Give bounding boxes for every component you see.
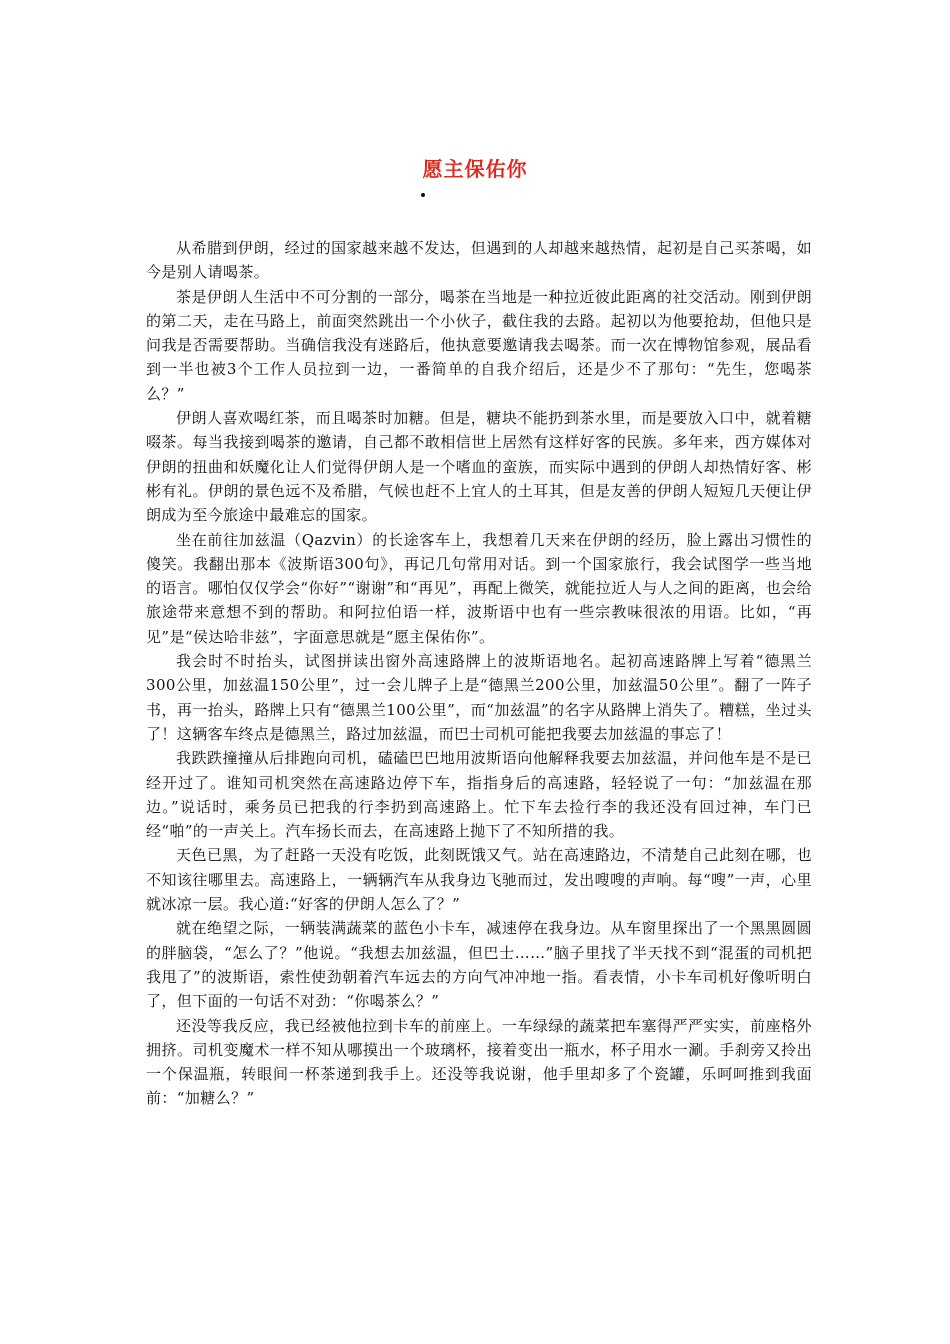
paragraph: 坐在前往加兹温（Qazvin）的长途客车上，我想着几天来在伊朗的经历，脸上露出习惯性的傻笑。我翻出那本《波斯语300句》，再记几句常用对话。到一个国家旅行，我会试图学一些当地的语言。哪怕仅仅学会“你好”“谢谢”和“再见”，再配上微笑，就能拉近人与人之间的距离，也会给旅途带来意想不到的帮助。和阿拉伯语一样，波斯语中也有一些宗教味很浓的用语。比如，“再见”是“侯达哈非兹”，字面意思就是“愿主保佑你”。 <box>146 530 812 646</box>
article-body <box>146 236 812 1111</box>
paragraph: 茶是伊朗人生活中不可分割的一部分，喝茶在当地是一种拉近彼此距离的社交活动。刚到伊朗的第二天，走在马路上，前面突然跳出一个小伙子，截住我的去路。起初以为他要抢劫，但他只是问我是否需要帮助。当确信我没有迷路后，他执意要邀请我去喝茶。而一次在博物馆参观，展品看到一半也被3个工作人员拉到一边，一番简单的自我介绍后，还是少不了那句：“先生，您喝茶么？” <box>146 287 812 403</box>
paragraph: 从希腊到伊朗，经过的国家越来越不发达，但遇到的人却越来越热情，起初是自己买茶喝，如今是别人请喝茶。 <box>146 239 812 282</box>
paragraph: 天色已黑，为了赶路一天没有吃饭，此刻既饿又气。站在高速路边，不清楚自己此刻在哪，也不知该往哪里去。高速路上，一辆辆汽车从我身边飞驰而过，发出嗖嗖的声响。每“嗖”一声，心里就冰凉一层。我心道:“好客的伊朗人怎么了？” <box>146 846 812 914</box>
paragraph: 还没等我反应，我已经被他拉到卡车的前座上。一车绿绿的蔬菜把车塞得严严实实，前座格外拥挤。司机变魔术一样不知从哪摸出一个玻璃杯，接着变出一瓶水，杯子用水一涮。手刹旁又拎出一个保温瓶，转眼间一杯茶递到我手上。还没等我说谢，他手里却多了个瓷罐，乐呵呵推到我面前：“加糖么？” <box>146 1016 812 1108</box>
paragraph: 我跌跌撞撞从后排跑向司机，磕磕巴巴地用波斯语向他解释我要去加兹温，并问他车是不是已经开过了。谁知司机突然在高速路边停下车，指指身后的高速路，轻轻说了一句：“加兹温在那边。”说话时，乘务员已把我的行李扔到高速路上。忙下车去捡行李的我还没有回过神，车门已经“啪”的一声关上。汽车扬长而去，在高速路上抛下了不知所措的我。 <box>146 749 812 841</box>
paragraph: 我会时不时抬头，试图拼读出窗外高速路牌上的波斯语地名。起初高速路牌上写着“德黑兰300公里，加兹温150公里”，过一会儿牌子上是“德黑兰200公里，加兹温50公里”。翻了一阵子书，再一抬头，路牌上只有“德黑兰100公里”，而“加兹温”的名字从路牌上消失了。糟糕，坐过头了！这辆客车终点是德黑兰，路过加兹温，而巴士司机可能把我要去加兹温的事忘了！ <box>146 652 812 743</box>
document-title: 愿主保佑你 <box>422 157 528 181</box>
paragraph: 伊朗人喜欢喝红茶，而且喝茶时加糖。但是，糖块不能扔到茶水里，而是要放入口中，就着糖啜茶。每当我接到喝茶的邀请，自己都不敢相信世上居然有这样好客的民族。多年来，西方媒体对伊朗的扭曲和妖魔化让人们觉得伊朗人是一个嗜血的蛮族，而实际中遇到的伊朗人却热情好客、彬彬有礼。伊朗的景色远不及希腊，气候也赶不上宜人的土耳其，但是友善的伊朗人短短几天便让伊朗成为至今旅途中最难忘的国家。 <box>146 409 812 525</box>
bullet-dot <box>421 193 425 197</box>
paragraph: 就在绝望之际，一辆装满蔬菜的蓝色小卡车，减速停在我身边。从车窗里探出了一个黑黑圆圆的胖脑袋，“怎么了？”他说。“我想去加兹温，但巴士……”脑子里找了半天找不到“混蛋的司机把我甩了”的波斯语，索性使劲朝着汽车远去的方向气冲冲地一指。看表情，小卡车司机好像听明白了，但下面的一句话不对劲：“你喝茶么？” <box>146 919 812 1011</box>
